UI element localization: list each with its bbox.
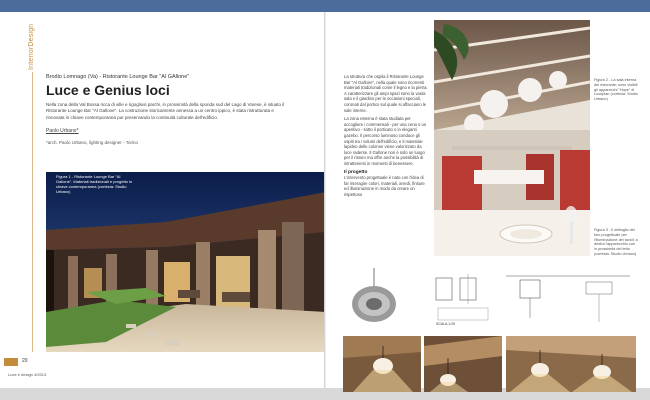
lamp-rendering (343, 268, 405, 332)
section-rule (32, 72, 33, 352)
magazine-masthead: Luce e design 4/2013 (8, 372, 47, 377)
restaurant-exterior-photo (46, 172, 326, 352)
detail-photo-1 (343, 336, 421, 392)
body-paragraph: La zona esterna è stata studiata per accogliere i commensali - per una cena o un aperitivo - sotto il porticato o in eleganti gazebo. Il percorso luminoso conduce gli ospiti tra i volumi dell'edificio, e il materiale lapideo delle colonne viene valorizzato da luce radente. Il Gallone non è solo un luogo per il ristoro ma offre anche la possibilità di intrattenersi in momenti di benessere. (344, 116, 427, 166)
page-number: 20 (22, 358, 28, 364)
detail-photo-3 (506, 336, 636, 392)
body-column (344, 74, 428, 200)
section-label: InteriorDesign (28, 23, 35, 70)
scale-label: SCALA 1:20 (436, 322, 456, 326)
section-drawing (500, 268, 636, 332)
photo-caption-1: Figura 1 - Ristorante Lounge Bar "Al Gallone". Materiali tradizionali e progetto in chiave contemporanea (cortesia: Studio Urbano) (56, 174, 133, 194)
article-title: Luce e Genius loci (46, 82, 170, 98)
page-folio (4, 358, 36, 368)
article-author: Paolo Urbano* (46, 128, 79, 134)
author-note: *arch. Paolo Urbano, lighting designer - Torino (46, 140, 138, 145)
restaurant-interior-photo (434, 20, 590, 256)
body-paragraph: L'intervento progettuale è nato con l'idea di far interagire colori, materiali, arredi, finiture ed illuminazione in modo da creare un rispettoso (344, 175, 425, 197)
detail-photo-2 (424, 336, 502, 392)
magazine-top-bar (0, 0, 650, 12)
body-paragraph: La struttura che ospita il Ristorante Lounge Bar "Al Gallone", nella quale sono ricorrenti materiali tradizionali come il legno e la pietra. A caratterizzare gli ampi spazi sono la vasta sala e il giardino per le occasioni speciali, coronati dal portico sul quale si affacciano le sale interne. (344, 74, 428, 113)
photo-caption-2: Figura 2 - La sala interna del ristorante; sono visibili gli apparecchi "Hope" di Luceplan (cortesia: Studio Urbano) (594, 78, 638, 102)
section-subhead: Il progetto (344, 169, 368, 175)
photo-caption-3: Figura 3 - Il dettaglio del foto progettuale per l'illuminazione dei tavoli; a destra l'apparecchio con in prossimità del tetto (cortesia: Studio Urbano) (594, 228, 638, 256)
article-kicker: Brodio Lomnago (Va) - Ristorante Lounge Bar "Al GAllone" (46, 74, 190, 80)
article-lead: Nella zona della Val Bossa ricca di ville e rigogliosi parchi, in prossimità della sponda sud del Lago di Varese, è situato il Ristorante Lounge Bar "Al Gallone". La costruzione storicamente annessa a un centro ippico, è stata ristrutturata e rinnovata in chiave contemporanea pur preservando la continuità culturale dell'edificio. (46, 102, 285, 120)
folio-marker (4, 358, 18, 366)
